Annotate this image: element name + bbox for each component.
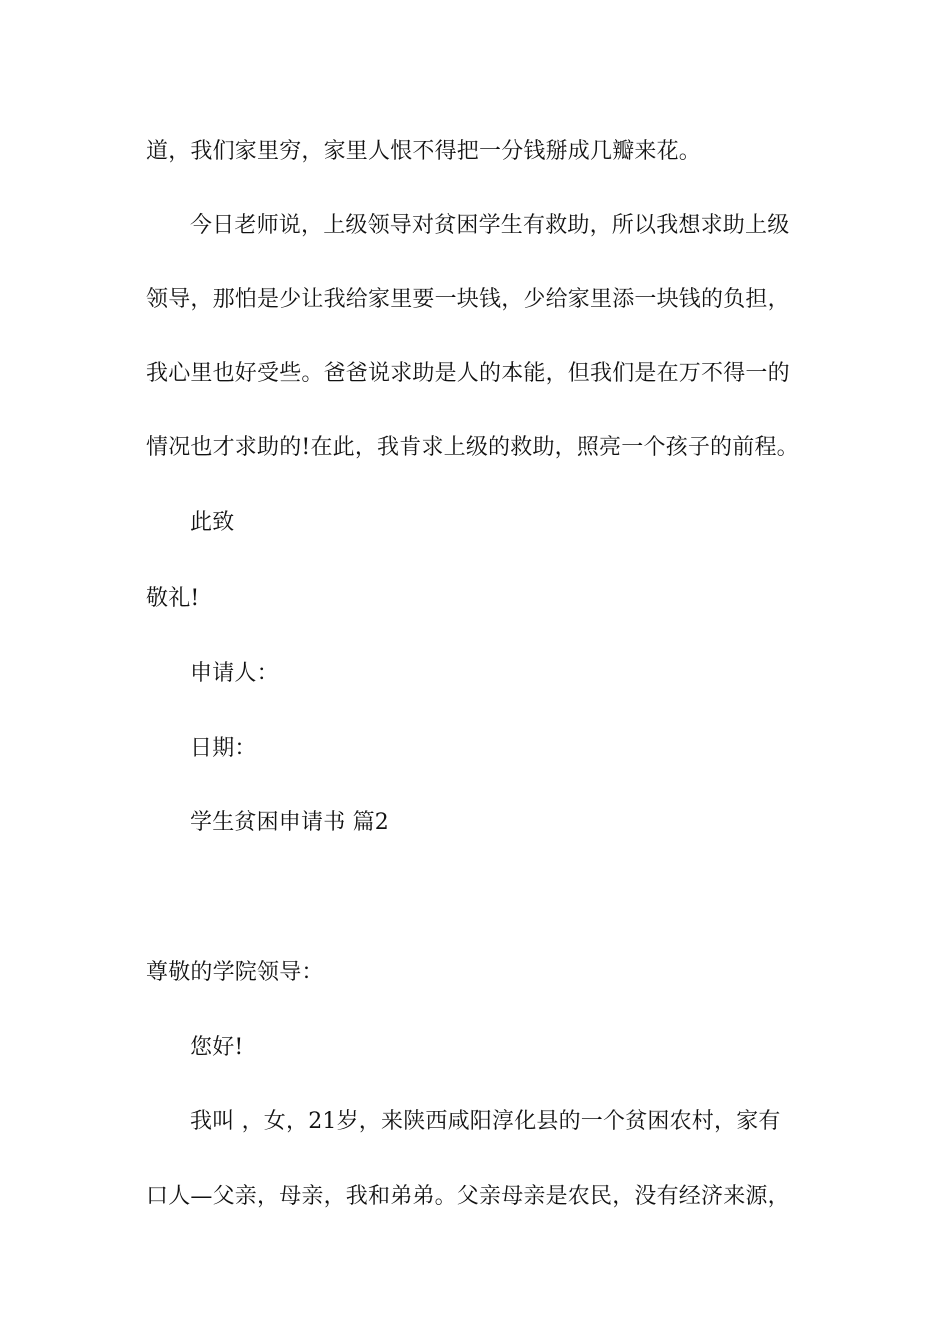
applicant-label: 申请人： [190, 661, 279, 686]
paragraph-line: 情况也才求助的!在此，我肯求上级的救助，照亮一个孩子的前程。 [146, 435, 799, 460]
section-heading: 学生贫困申请书 篇2 [190, 810, 389, 835]
closing-respect: 敬礼! [146, 586, 200, 611]
greeting-recipient: 尊敬的学院领导： [146, 960, 324, 985]
paragraph-line: 我心里也好受些。爸爸说求助是人的本能，但我们是在万不得一的 [146, 361, 790, 386]
paragraph-line: 今日老师说，上级领导对贫困学生有救助，所以我想求助上级 [190, 213, 790, 238]
date-label: 日期： [190, 736, 257, 761]
paragraph-line: 我叫 ，女，21岁，来陕西咸阳淳化县的一个贫困农村，家有 [190, 1109, 781, 1134]
closing-salutation: 此致 [190, 510, 235, 535]
paragraph-line: 道，我们家里穷，家里人恨不得把一分钱掰成几瓣来花。 [146, 139, 702, 164]
greeting: 您好! [190, 1035, 244, 1060]
paragraph-line: 口人—父亲，母亲，我和弟弟。父亲母亲是农民，没有经济来源， [146, 1184, 790, 1209]
paragraph-line: 领导，那怕是少让我给家里要一块钱，少给家里添一块钱的负担， [146, 287, 790, 312]
